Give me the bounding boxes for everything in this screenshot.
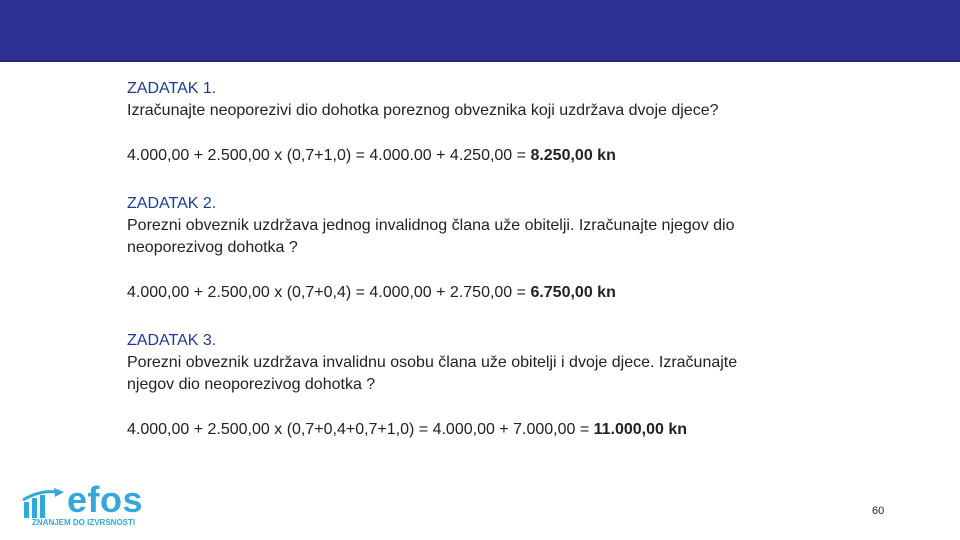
logo-wordmark: efos (67, 479, 144, 520)
task-2-question-line-2: neoporezivog dohotka ? (127, 239, 298, 256)
slide-content (127, 78, 847, 441)
task-2-calculation (127, 282, 847, 304)
task-2-title: ZADATAK 2. (127, 195, 217, 212)
task-1-calculation (127, 145, 847, 167)
task-2-question-line-1: Porezni obveznik uzdržava jednog invalidnog člana uže obitelji. Izračunajte njegov dio (127, 217, 735, 234)
growth-chart-icon (22, 488, 66, 518)
efos-logo (22, 479, 152, 532)
task-2-calc-expression: 4.000,00 + 2.500,00 x (0,7+0,4) = 4.000,00 + 2.750,00 = (127, 284, 531, 301)
task-3-title: ZADATAK 3. (127, 332, 217, 349)
task-1-calc-expression: 4.000,00 + 2.500,00 x (0,7+1,0) = 4.000.00 + 4.250,00 = (127, 147, 531, 164)
task-3-calc-result: 11.000,00 kn (593, 421, 688, 438)
task-2-calc-result: 6.750,00 kn (530, 284, 616, 301)
task-3-calc-expression: 4.000,00 + 2.500,00 x (0,7+0,4+0,7+1,0) = 4.000,00 + 7.000,00 = (127, 421, 594, 438)
task-1-calc-result: 8.250,00 kn (530, 147, 616, 164)
task-1-question-line-1: Izračunajte neoporezivi dio dohotka poreznog obveznika koji uzdržava dvoje djece? (127, 102, 719, 119)
task-3-calculation (127, 419, 847, 441)
task-3-question-line-1: Porezni obveznik uzdržava invalidnu osobu člana uže obitelji i dvoje djece. Izračunajte (127, 354, 738, 371)
task-3-question-line-2: njegov dio neoporezivog dohotka ? (127, 376, 376, 393)
task-1-title: ZADATAK 1. (127, 80, 217, 97)
page-number: 60 (872, 505, 885, 517)
logo-tagline: ZNANJEM DO IZVRSNOSTI (32, 518, 136, 527)
header-bar (0, 0, 960, 62)
